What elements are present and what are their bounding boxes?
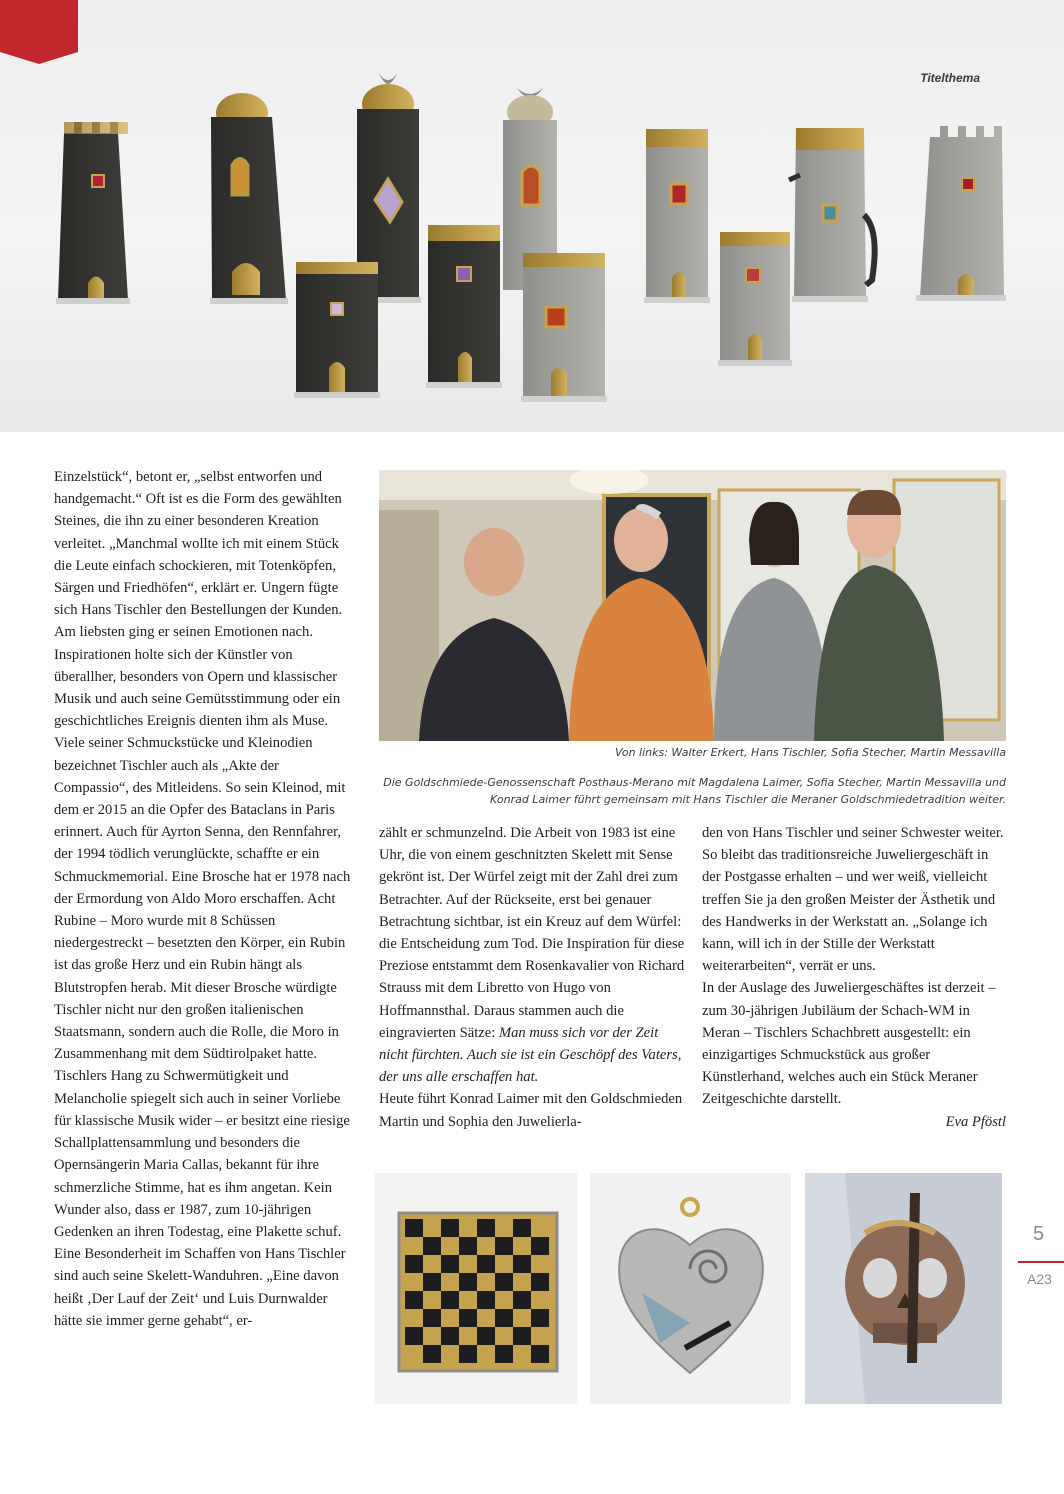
heart-pendant-illustration [590,1173,791,1404]
cooperative-caption: Die Goldschmiede-Genossenschaft Posthaus-Merano mit Magdalena Laimer, Sofia Stecher, Martin Messavilla und Konrad Laimer führt gemeinsam mit Hans Tischler die Meraner Goldschmiedetradition weiter. [383,776,1006,806]
paragraph: In der Auslage des Juweliergeschäftes ist derzeit – zum 30-jährigen Jubiläum der Schach-WM in Meran – Tischlers Schachbrett ausgestellt: ein einzigartiges Schmuckstück aus großer Künstlerhand, welches auch ein Stück Meraner Zeitgeschichte darstellt. [702,980,996,1108]
heart-pendant-photo [590,1173,791,1404]
engraved-quote: Man muss sich vor der Zeit nicht fürchten. Auch sie ist ein Geschöpf des Vaters, der uns alle erschaffen hat. [379,1024,682,1086]
page-number: 5 [1033,1223,1045,1245]
hero-photo-tower-sculptures [0,0,1064,432]
issue-code: A23 [1027,1271,1052,1287]
section-tab-marker [0,0,78,64]
team-photo-caption: Von links: Walter Erkert, Hans Tischler, Sofia Stecher, Martin Messavilla [614,746,1006,759]
team-photo-illustration [379,470,1006,741]
chessboard-illustration [375,1173,577,1404]
paragraph: den von Hans Tischler und seiner Schwester weiter. So bleibt das traditionsreiche Juweliergeschäft in der Postgasse erhalten – und wer weiß, vielleicht treffen Sie ja den großen Meister der Ästhetik und des Handwerks in der Werkstatt an. „Solange ich kann, will ich in der Stille der Werkstatt weiterarbeiten“, verrät er uns. [702,825,1004,975]
paragraph: Eine Besonderheit im Schaffen von Hans Tischler sind auch seine Skelett-Wanduhren. „Eine davon heißt ‚Der Lauf der Zeit‘ und Luis Durnwalder hätte sie immer gerne gehabt“, er- [54,1246,346,1329]
chessboard-photo [375,1173,577,1404]
paragraph-text: zählt er schmunzelnd. Die Arbeit von 1983 ist eine Uhr, die von einem geschnitzten Skelett mit Sense gekrönt ist. Der Würfel zeigt mit der Zahl drei zum Betrachter. Auf der Rückseite, erst bei genauer Betrachtung sichtbar, ist ein Kreuz auf dem Würfel: die Entscheidung zum Tod. Die Inspiration für diese Preziose entstammt dem Rosenkavalier von Richard Strauss mit dem Libretto von Hugo von Hoffmannsthal. Daraus stammen auch die eingravierten Sätze: [379,825,685,1041]
page-number-rule [1018,1261,1064,1263]
paragraph: Einzelstück“, betont er, „selbst entworfen und handgemacht.“ Oft ist es die Form des gewählten Steines, die ihn zu einer besonderen Kreation verleitet. „Manchmal wollte ich mit einem Stück die Leute einfach schockieren, mit Totenköpfen, Särgen und Friedhöfen“, erklärt er. Ungern fügte sich Hans Tischler den Bestellungen der Kunden. Am liebsten ging er seinen Emotionen nach. Inspirationen holte sich der Künstler von überallher, besonders von Opern und klassischer Musik und auch seine Gemütsstimmung oder ein geschichtliches Ereignis dienten ihm als Muse. Viele seiner Schmuckstücke und Kleinodien bezeichnet Tischler auch als „Akte der Compassio“, des Mitleidens. So sein Kleinod, mit dem er 2015 an die Opfer des Bataclans in Paris erinnert. Auch für Ayrton Senna, den Rennfahrer, der 1994 tödlich verunglückte, schaffte er ein Schmuckmemorial. Eine Brosche hat er 1978 nach der Ermordung von Aldo Moro erschaffen. Acht Rubine – Moro wurde mit 8 Schüssen niedergestreckt – besetzten den Körper, ein Rubin ist das große Herz und ein Rubin hängt als Blutstropfen herab. Mit dieser Brosche würdigte Tischler nicht nur den großen italienischen Staatsmann, sondern auch die Rolle, die Moro in Zusammenhang mit dem Südtirolpaket hatte. [54,469,351,1063]
paragraph: Heute führt Konrad Laimer mit den Goldschmieden Martin und Sophia den Juwelierla- [379,1091,683,1130]
team-photo [379,470,1006,741]
paragraph: Tischlers Hang zu Schwermütigkeit und Melancholie spiegelt sich auch in seiner Vorliebe für klassische Musik wider – er besitzt eine riesige Schallplattensammlung und besonders die Opernsängerin Maria Callas, bekannt für ihre schmerzliche Stimme, hat es ihm angetan. Kein Wunder also, dass er 1987, zum 10-jährigen Gedenken an ihren Todestag, eine Plakette schuf. [54,1068,350,1240]
article-column-1 [54,466,356,1332]
paragraph [379,822,685,1088]
skull-ring-illustration [805,1173,1002,1404]
skull-ring-photo [805,1173,1002,1404]
article-column-2 [379,822,685,1133]
section-label: Titelthema [920,71,980,85]
article-column-3 [702,822,1006,1133]
author-name: Eva Pföstl [945,1113,1006,1130]
tower-sculptures-illustration [0,0,1064,432]
